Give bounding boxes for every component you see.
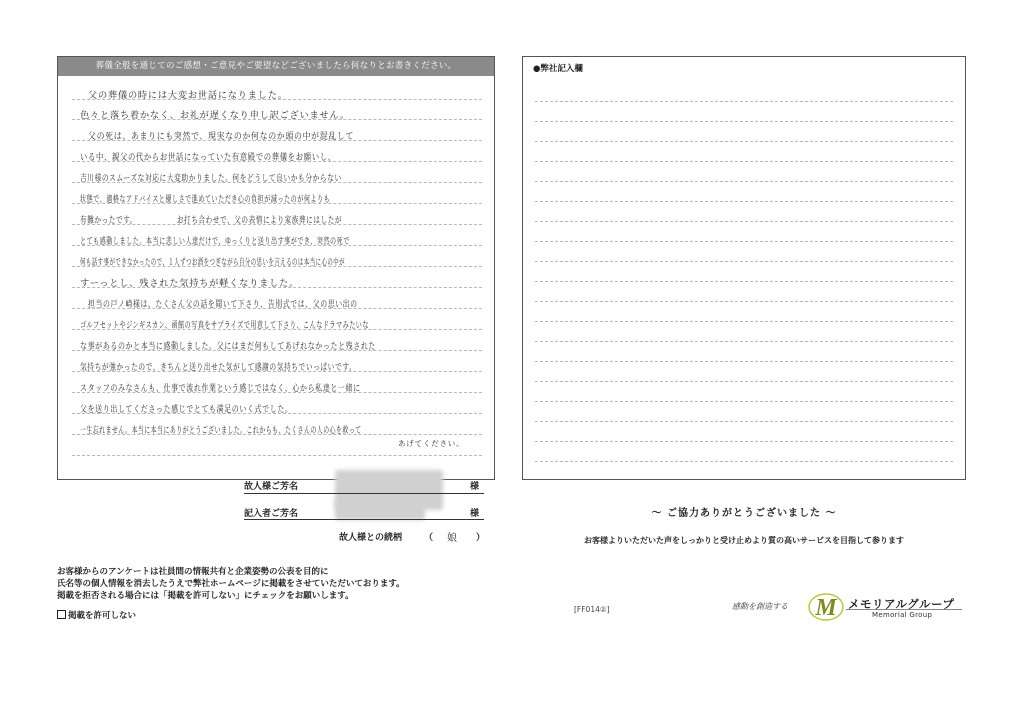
handwritten-line: 色々と落ち着かなく、お礼が遅くなり申し訳ございません。	[80, 110, 351, 121]
handwritten-line: な事があるのかと本当に感動しました。父にはまだ何もしてあげれなかったと残された	[80, 341, 377, 352]
ruled-line	[535, 161, 953, 162]
ruled-line	[535, 141, 953, 142]
ruled-line	[535, 121, 953, 122]
relation-paren-close: ）	[476, 533, 486, 543]
ruled-line	[535, 341, 953, 342]
no-publish-option[interactable]	[57, 609, 136, 621]
comment-panel	[57, 56, 495, 480]
form-code: [FF014②]	[574, 605, 610, 614]
ruled-line	[535, 361, 953, 362]
handwritten-line: 状態で、適格なアドバイスと優しさで進めていただき心の負担が減ったのが何よりも	[80, 194, 331, 205]
ruled-line	[535, 321, 953, 322]
relation-value: 娘	[447, 533, 458, 544]
comment-panel-header: 葬儀全般を通じてのご感想・ご意見やご要望などございましたら何なりとお書きください。	[58, 57, 494, 76]
privacy-note-line: 氏名等の個人情報を消去したうえで弊社ホームページに掲載をさせていただいております。	[57, 579, 405, 589]
ruled-line	[535, 241, 953, 242]
privacy-notes	[57, 566, 405, 602]
ruled-line	[535, 441, 953, 442]
handwritten-line: 何も話す事ができなかったので、１人ずつお酒をつぎながら自分の思いを言えるのは本当に心の中が	[80, 257, 346, 268]
thanks-subtitle: お客様よりいただいた声をしっかりと受け止めより質の高いサービスを目指して参ります	[584, 536, 904, 545]
deceased-name-label: 故人様ご芳名	[244, 482, 299, 492]
handwritten-line: 気持ちが強かったので、きちんと送り出せた気がして感謝の気持ちでいっぱいです。	[80, 362, 357, 373]
handwritten-line: 父の死は、あまりにも突然で、現実なのか何なのか頭の中が混乱して	[88, 131, 355, 142]
writer-honorific: 様	[470, 509, 480, 519]
handwritten-line: 一生忘れません。本当に本当にありがとうございました。これからも、たくさんの人の心を救って	[80, 425, 362, 436]
handwritten-line: ゴルフセットやジンギスカン、函館の写真をサプライズで用意して下さり、こんなドラマみたいな	[80, 320, 369, 331]
ruled-line	[535, 201, 953, 202]
relation-label: 故人様との続柄	[339, 533, 403, 543]
handwritten-line: 父の葬儀の時には大変お世話になりました。	[88, 90, 288, 101]
deceased-name-line	[244, 493, 484, 494]
privacy-note-line: 掲載を拒否される場合には「掲載を許可しない」にチェックをお願いします。	[57, 591, 354, 601]
handwritten-line: 担当の戸ノ崎様は、たくさん父の話を聞いて下さり、告別式では、父の思い出の	[88, 299, 358, 310]
handwritten-line: すーっとし、残された気持ちが軽くなりました。	[80, 278, 300, 289]
thanks-title: ～ ご協力ありがとうございました ～	[651, 508, 837, 519]
logo-name: メモリアルグループ	[848, 597, 955, 611]
logo-underline	[846, 609, 962, 610]
privacy-note-line: お客様からのアンケートは社員間の情報共有と企業姿勢の公表を目的に	[57, 567, 329, 577]
no-publish-checkbox[interactable]	[57, 610, 66, 619]
relation-paren-open: （	[424, 533, 434, 543]
ruled-line	[535, 181, 953, 182]
logo-tagline: 感動を創造する	[732, 602, 788, 611]
ruled-line	[535, 281, 953, 282]
ruled-line	[535, 381, 953, 382]
writer-name-line	[244, 519, 484, 520]
ruled-line	[535, 261, 953, 262]
office-use-label: ●弊社記入欄	[533, 64, 583, 74]
office-use-panel	[522, 56, 966, 480]
deceased-honorific: 様	[470, 482, 480, 492]
svg-text:M: M	[815, 595, 837, 621]
no-publish-label: 掲載を許可しない	[68, 611, 137, 621]
handwritten-line: 吉川様のスムーズな対応に大変助かりました。何をどうして良いかも分からない	[80, 173, 342, 184]
ruled-line	[535, 101, 953, 102]
handwritten-line: あげてください。	[398, 439, 465, 448]
handwritten-line: いる中、親父の代からお世話になっていた有意殿での葬儀をお願いし、	[80, 152, 336, 163]
handwritten-line: スタッフのみなさんも、仕事で流れ作業という感じではなく、心から私達と一緒に	[80, 383, 361, 394]
handwritten-line: 父を送り出してくださった感じでとても満足のいく式でした。	[80, 404, 293, 415]
ruled-line	[535, 221, 953, 222]
ruled-line	[535, 461, 953, 462]
redacted-name	[335, 500, 425, 520]
logo-subname: Memorial Group	[872, 611, 933, 619]
ruled-line	[535, 301, 953, 302]
ruled-line	[535, 401, 953, 402]
handwritten-line: とても感動しました。本当に悲しい人達だけで、ゆっくりと送り出す事ができ、突然の死で	[80, 236, 350, 247]
ruled-line	[72, 455, 482, 456]
writer-name-label: 記入者ご芳名	[244, 509, 299, 519]
ruled-line	[535, 421, 953, 422]
memorial-logo-icon	[806, 590, 846, 622]
handwritten-line: 有難かったです。 お打ち合わせで、父の表情により家族葬にはしたが	[80, 215, 343, 226]
